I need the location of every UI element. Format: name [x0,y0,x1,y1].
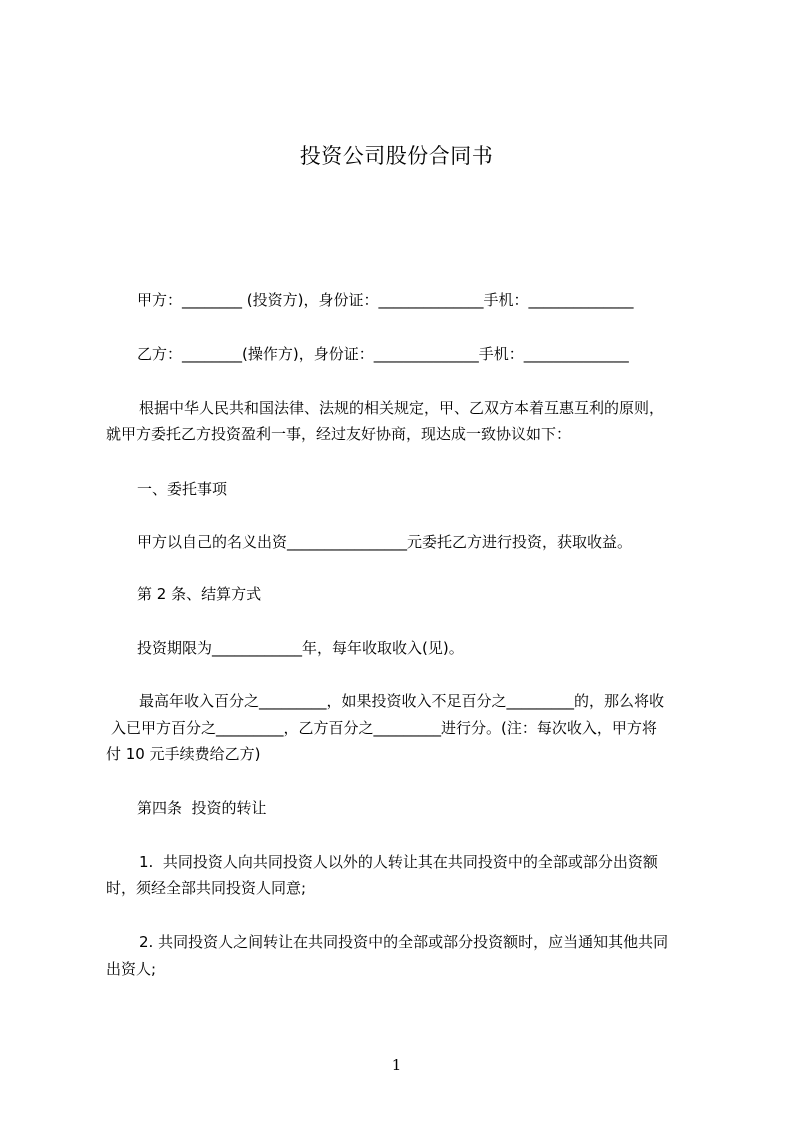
transfer-item-1-line-1: 1. 共同投资人向共同投资人以外的人转让其在共同投资中的全部或部分出资额 [139,853,658,871]
transfer-item-2-line-1: 2. 共同投资人之间转让在共同投资中的全部或部分投资额时，应当通知其他共同 [139,933,669,951]
transfer-item-1-line-2: 时，须经全部共同投资人同意; [106,879,307,897]
section-4-heading: 第四条 投资的转让 [137,799,267,817]
section-2-heading: 第 2 条、结算方式 [137,585,262,603]
preamble-line-1: 根据中华人民共和国法律、法规的相关规定，甲、乙双方本着互惠互利的原则， [139,399,665,417]
section-2-text: 投资期限为____________年，每年收取收入(见)。 [137,639,464,657]
income-paragraph-line-1: 最高年收入百分之_________，如果投资收入不足百分之_________的，那么将收 [139,692,665,710]
party-b-line: 乙方：________(操作方)，身份证：______________手机：______________ [137,345,629,363]
income-paragraph-line-2: 入已甲方百分之_________，乙方百分之_________进行分。(注：每次收入，甲方将 [111,719,657,737]
section-1-text: 甲方以自己的名义出资________________元委托乙方进行投资，获取收益。 [137,533,633,551]
transfer-item-2-line-2: 出资人; [106,960,157,978]
party-a-line: 甲方：________ (投资方)，身份证：______________手机：______________ [137,291,634,309]
preamble-line-2: 就甲方委托乙方投资盈利一事，经过友好协商，现达成一致协议如下： [106,425,572,443]
section-1-heading: 一、委托事项 [137,480,228,498]
income-paragraph-line-3: 付 10 元手续费给乙方) [106,745,261,763]
document-title: 投资公司股份合同书 [299,144,494,168]
page-number: 1 [391,1056,402,1074]
